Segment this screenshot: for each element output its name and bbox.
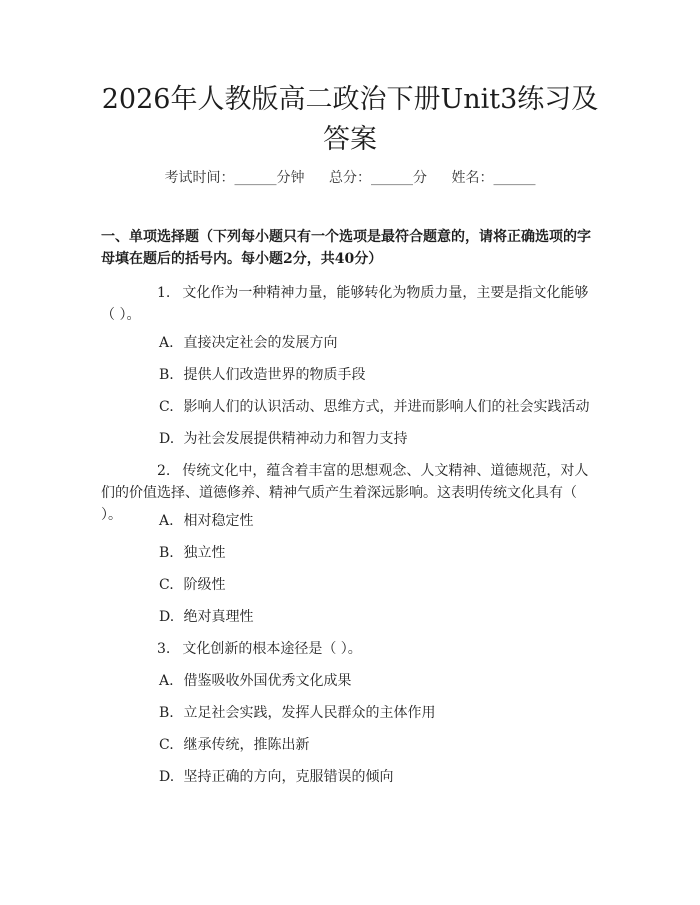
- option-letter: A.: [159, 513, 174, 529]
- section-heading: 一、单项选择题（下列每小题只有一个选项是最符合题意的，请将正确选项的字母填在题后的括号内。每小题2分，共40分）: [101, 229, 591, 267]
- question-3-option-a: [159, 670, 619, 692]
- option-text: 提供人们改造世界的物质手段: [183, 367, 366, 383]
- question-1-option-d: [159, 428, 619, 450]
- option-text: 相对稳定性: [183, 513, 254, 529]
- question-number: 1.: [157, 285, 171, 301]
- question-3-option-d: [159, 766, 619, 788]
- option-text: 独立性: [183, 545, 226, 561]
- option-letter: B.: [159, 705, 174, 721]
- question-1: [101, 282, 601, 326]
- option-letter: C.: [159, 399, 174, 415]
- question-2-option-d: [159, 606, 619, 628]
- question-2-option-a: [159, 510, 619, 532]
- question-number: 2.: [157, 463, 171, 479]
- question-text: 文化作为一种精神力量，能够转化为物质力量，主要是指文化能够（ ）。: [101, 285, 589, 323]
- option-text: 借鉴吸收外国优秀文化成果: [183, 673, 352, 689]
- exam-name-field: 姓名：______: [451, 170, 536, 186]
- option-letter: D.: [159, 431, 175, 447]
- exam-score-field: 总分：______分: [329, 170, 427, 186]
- exam-time-field: 考试时间：______分钟: [164, 170, 305, 186]
- option-letter: A.: [159, 673, 174, 689]
- option-letter: B.: [159, 545, 174, 561]
- question-number: 3.: [157, 641, 171, 657]
- question-3-option-c: [159, 734, 619, 756]
- option-text: 为社会发展提供精神动力和智力支持: [183, 431, 408, 447]
- question-3-option-b: [159, 702, 619, 724]
- option-text: 阶级性: [183, 577, 226, 593]
- option-letter: A.: [159, 335, 174, 351]
- option-letter: B.: [159, 367, 174, 383]
- option-text: 影响人们的认识活动、思维方式，并进而影响人们的社会实践活动: [183, 399, 590, 415]
- question-text: 文化创新的根本途径是（ ）。: [182, 641, 362, 657]
- question-1-option-a: [159, 332, 619, 354]
- exam-info-line: [0, 168, 700, 188]
- option-letter: D.: [159, 769, 175, 785]
- option-letter: D.: [159, 609, 175, 625]
- option-text: 继承传统，推陈出新: [183, 737, 310, 753]
- question-3: [101, 638, 601, 660]
- question-2-option-c: [159, 574, 619, 596]
- option-letter: C.: [159, 577, 174, 593]
- page-title: 2026年人教版高二政治下册Unit3练习及答案: [101, 84, 599, 155]
- option-text: 坚持正确的方向，克服错误的倾向: [183, 769, 394, 785]
- option-letter: C.: [159, 737, 174, 753]
- question-1-option-c: [159, 396, 619, 418]
- option-text: 立足社会实践，发挥人民群众的主体作用: [183, 705, 436, 721]
- question-2-option-b: [159, 542, 619, 564]
- option-text: 绝对真理性: [183, 609, 254, 625]
- option-text: 直接决定社会的发展方向: [183, 335, 338, 351]
- question-text: 传统文化中，蕴含着丰富的思想观念、人文精神、道德规范，对人们的价值选择、道德修养、精神气质产生着深远影响。这表明传统文化具有（ ）。: [101, 463, 589, 523]
- question-1-option-b: [159, 364, 619, 386]
